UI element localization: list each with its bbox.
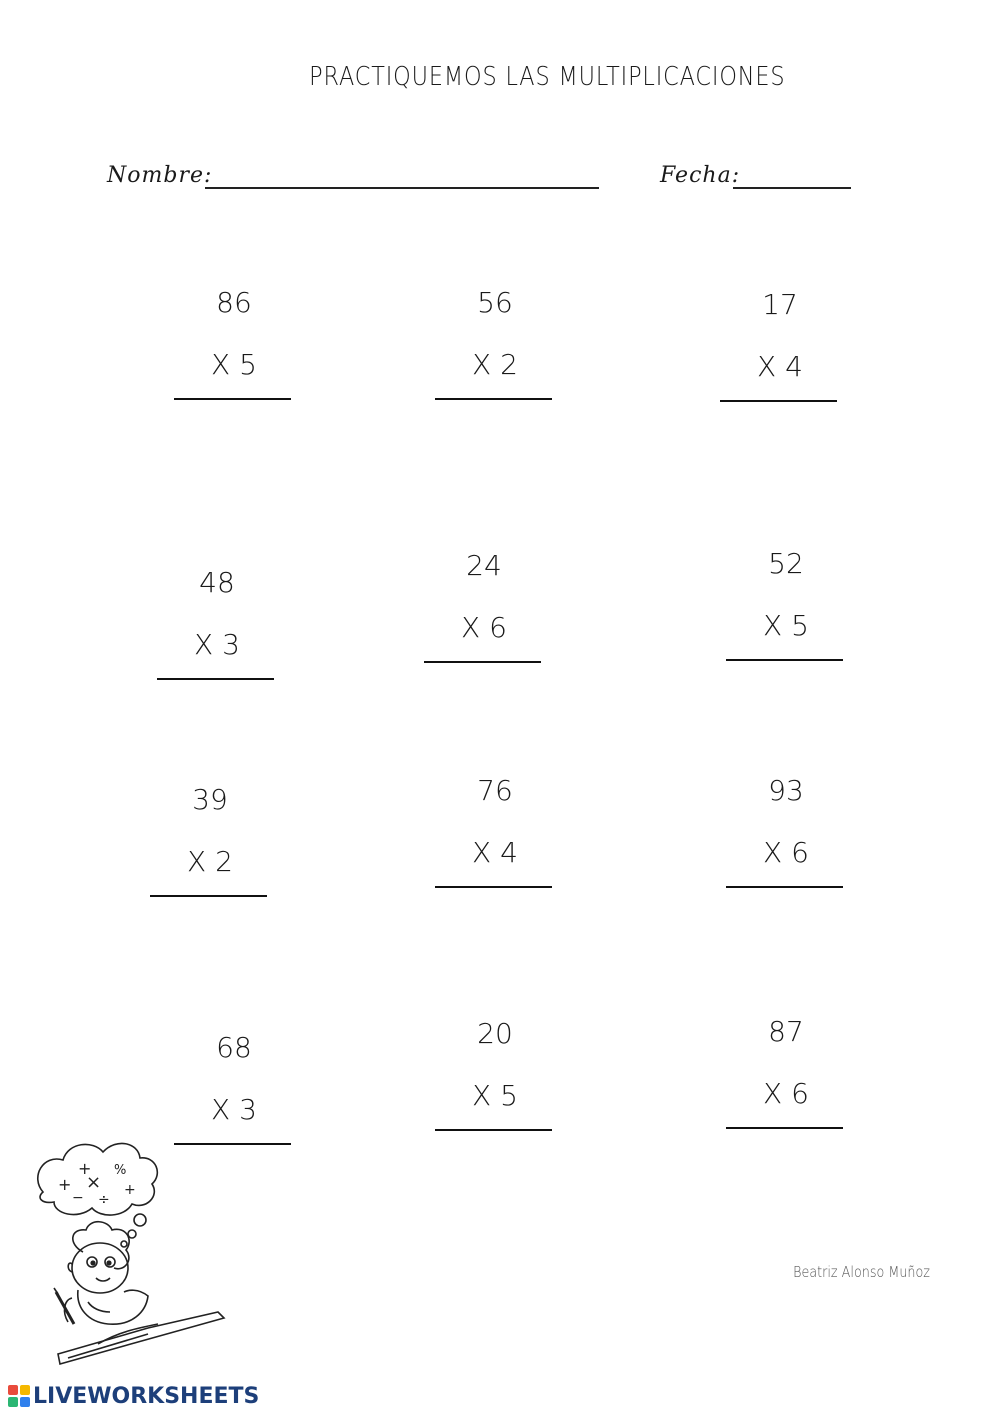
problem-2-answer-line[interactable] xyxy=(435,398,552,400)
problem-5-answer-line[interactable] xyxy=(424,661,541,663)
date-label: Fecha: xyxy=(660,163,741,188)
thinking-child-math-icon xyxy=(28,1132,228,1372)
problem-5 xyxy=(424,549,544,679)
problem-6 xyxy=(726,547,846,677)
problem-8 xyxy=(435,774,555,904)
problem-7 xyxy=(150,783,270,913)
author-signature: Beatriz Alonso Muñoz xyxy=(793,1263,930,1281)
svg-text:+: + xyxy=(78,1159,92,1178)
problem-2 xyxy=(435,286,555,416)
problem-2-multiplier: X 2 xyxy=(472,348,518,381)
problem-11-answer-line[interactable] xyxy=(435,1129,552,1131)
problem-4-multiplier: X 3 xyxy=(194,628,240,661)
problem-3-multiplicand: 17 xyxy=(762,288,798,321)
problem-1-multiplicand: 86 xyxy=(216,286,252,319)
problem-3-answer-line[interactable] xyxy=(720,400,837,402)
problem-6-multiplicand: 52 xyxy=(768,547,804,580)
problem-8-multiplicand: 76 xyxy=(477,774,513,807)
problem-1 xyxy=(174,286,294,416)
date-field-line[interactable] xyxy=(733,187,851,189)
problem-6-multiplier: X 5 xyxy=(763,609,809,642)
problem-9-answer-line[interactable] xyxy=(726,886,843,888)
problem-10-multiplier: X 3 xyxy=(211,1093,257,1126)
problem-4-multiplicand: 48 xyxy=(199,566,235,599)
problem-11-multiplicand: 20 xyxy=(477,1017,513,1050)
problem-2-multiplicand: 56 xyxy=(477,286,513,319)
svg-text:×: × xyxy=(86,1172,102,1193)
problem-11 xyxy=(435,1017,555,1147)
problem-3 xyxy=(720,288,840,418)
problem-3-multiplier: X 4 xyxy=(757,350,803,383)
problem-10-multiplicand: 68 xyxy=(216,1031,252,1064)
problem-12 xyxy=(726,1015,846,1145)
problem-9-multiplier: X 6 xyxy=(763,836,809,869)
problem-7-multiplier: X 2 xyxy=(187,845,233,878)
svg-text:%: % xyxy=(114,1163,127,1178)
liveworksheets-brand[interactable] xyxy=(8,1383,259,1409)
problem-5-multiplicand: 24 xyxy=(466,549,502,582)
problem-1-answer-line[interactable] xyxy=(174,398,291,400)
problem-8-multiplier: X 4 xyxy=(472,836,518,869)
problem-7-multiplicand: 39 xyxy=(192,783,228,816)
problem-6-answer-line[interactable] xyxy=(726,659,843,661)
problem-8-answer-line[interactable] xyxy=(435,886,552,888)
problem-1-multiplier: X 5 xyxy=(211,348,257,381)
svg-text:+: + xyxy=(58,1175,72,1194)
problem-11-multiplier: X 5 xyxy=(472,1079,518,1112)
problem-7-answer-line[interactable] xyxy=(150,895,267,897)
problem-12-multiplicand: 87 xyxy=(768,1015,804,1048)
svg-text:÷: ÷ xyxy=(98,1192,110,1208)
svg-text:−: − xyxy=(72,1190,84,1206)
brand-name: LIVEWORKSHEETS xyxy=(33,1383,260,1409)
name-field-line[interactable] xyxy=(205,187,599,189)
problem-9-multiplicand: 93 xyxy=(768,774,804,807)
worksheet-title: PRACTIQUEMOS LAS MULTIPLICACIONES xyxy=(309,62,786,92)
problem-9 xyxy=(726,774,846,904)
problem-4 xyxy=(157,566,277,696)
liveworksheets-logo-icon xyxy=(8,1385,30,1407)
problem-12-answer-line[interactable] xyxy=(726,1127,843,1129)
problem-4-answer-line[interactable] xyxy=(157,678,274,680)
problem-5-multiplier: X 6 xyxy=(461,611,507,644)
problem-12-multiplier: X 6 xyxy=(763,1077,809,1110)
name-label: Nombre: xyxy=(107,163,213,188)
svg-text:+: + xyxy=(124,1182,136,1198)
